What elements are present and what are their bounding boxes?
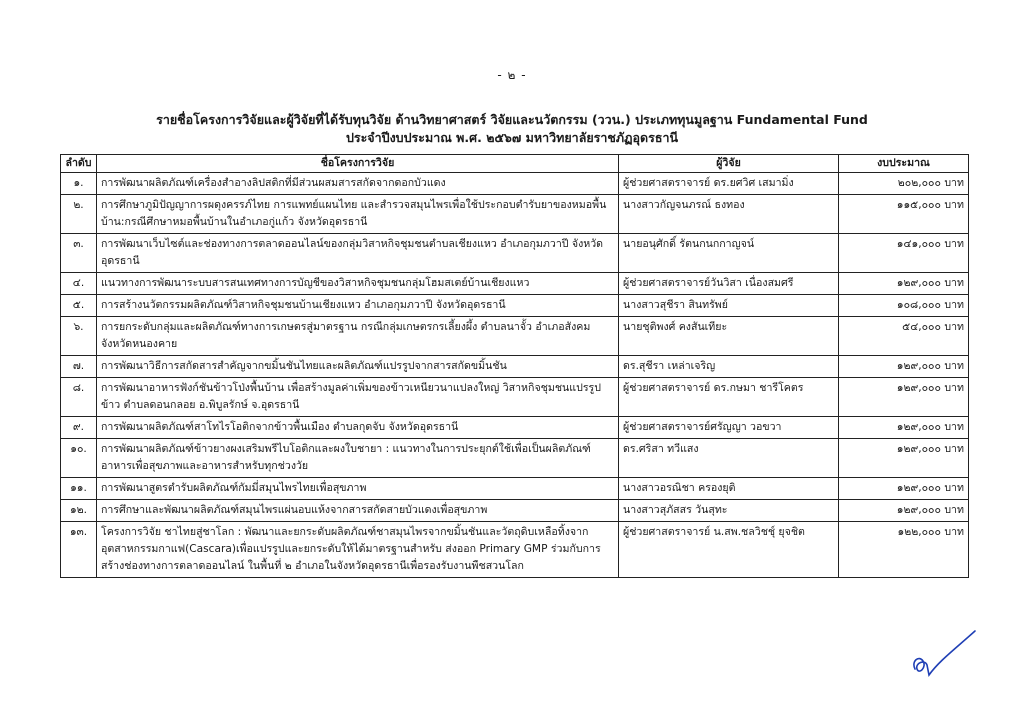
row-number: ๑. bbox=[61, 173, 97, 195]
research-projects-table bbox=[60, 154, 969, 578]
row-number: ๑๐. bbox=[61, 439, 97, 478]
project-name: การพัฒนาวิธีการสกัดสารสำคัญจากขมิ้นชันไทยและผลิตภัณฑ์แปรรูปจากสารสกัดขมิ้นชัน bbox=[97, 356, 619, 378]
header-budget: งบประมาณ bbox=[839, 155, 969, 173]
project-name: การพัฒนาสูตรตำรับผลิตภัณฑ์กัมมี่สมุนไพรไทยเพื่อสุขภาพ bbox=[97, 478, 619, 500]
row-number: ๙. bbox=[61, 417, 97, 439]
row-number: ๑๑. bbox=[61, 478, 97, 500]
table-row bbox=[61, 478, 969, 500]
researcher-name: นางสาวกัญจนภรณ์ ธงทอง bbox=[619, 195, 839, 234]
project-name: โครงการวิจัย ชาไทยสู่ชาโลก : พัฒนาและยกระดับผลิตภัณฑ์ชาสมุนไพรจากขมิ้นชันและวัตถุดิบเหลือทิ้งจากอุตสาหกรรมกาแฟ(Cascara)เพื่อแปรรูปและยกระดับให้ได้มาตรฐานสำหรับ ส่งออก Primary GMP ร่วมกับการสร้างช่องทางการตลาดออนไลน์ ในพื้นที่ ๒ อำเภอในจังหวัดอุดรธานีเพื่อรองรับงานพืชสวนโลก bbox=[97, 522, 619, 578]
budget-amount: ๑๐๘,๐๐๐ บาท bbox=[839, 295, 969, 317]
budget-amount: ๑๒๙,๐๐๐ บาท bbox=[839, 378, 969, 417]
table-row bbox=[61, 417, 969, 439]
title-line-1: รายชื่อโครงการวิจัยและผู้วิจัยที่ได้รับทุนวิจัย ด้านวิทยาศาสตร์ วิจัยและนวัตกรรม (ววน.) ประเภททุนมูลฐาน Fundamental Fund bbox=[156, 112, 868, 127]
row-number: ๘. bbox=[61, 378, 97, 417]
row-number: ๓. bbox=[61, 234, 97, 273]
researcher-name: ดร.ศริสา ทวีแสง bbox=[619, 439, 839, 478]
row-number: ๑๒. bbox=[61, 500, 97, 522]
table-row bbox=[61, 500, 969, 522]
project-name: การศึกษาและพัฒนาผลิตภัณฑ์สมุนไพรแผ่นอบแห้งจากสารสกัดสายบัวแดงเพื่อสุขภาพ bbox=[97, 500, 619, 522]
researcher-name: ดร.สุชีรา เหล่าเจริญ bbox=[619, 356, 839, 378]
budget-amount: ๑๒๙,๐๐๐ บาท bbox=[839, 273, 969, 295]
researcher-name: นางสาวสุภัสสร วันสุทะ bbox=[619, 500, 839, 522]
budget-amount: ๑๒๒,๐๐๐ บาท bbox=[839, 522, 969, 578]
researcher-name: ผู้ช่วยศาสตราจารย์ ดร.ยศวิศ เสมามิ่ง bbox=[619, 173, 839, 195]
row-number: ๗. bbox=[61, 356, 97, 378]
budget-amount: ๑๒๙,๐๐๐ บาท bbox=[839, 439, 969, 478]
researcher-name: นายอนุศักดิ์ รัตนกนกกาญจน์ bbox=[619, 234, 839, 273]
signature bbox=[905, 625, 985, 685]
researcher-name: นางสาวสุชีรา สินทรัพย์ bbox=[619, 295, 839, 317]
researcher-name: นายชุติพงศ์ คงสันเทียะ bbox=[619, 317, 839, 356]
table-header-row bbox=[61, 155, 969, 173]
project-name: การพัฒนาผลิตภัณฑ์เครื่องสำอางลิปสติกที่มีส่วนผสมสารสกัดจากดอกบัวแดง bbox=[97, 173, 619, 195]
project-name: การสร้างนวัตกรรมผลิตภัณฑ์วิสาหกิจชุมชนบ้านเชียงแหว อำเภอกุมภวาปี จังหวัดอุดรธานี bbox=[97, 295, 619, 317]
signature-stroke bbox=[914, 631, 975, 675]
researcher-name: นางสาวอรณิชา ครองยุติ bbox=[619, 478, 839, 500]
project-name: การยกระดับกลุ่มและผลิตภัณฑ์ทางการเกษตรสู่มาตรฐาน กรณีกลุ่มเกษตรกรเลี้ยงผึ้ง ตำบลนาจั้ว อำเภอสังคม จังหวัดหนองคาย bbox=[97, 317, 619, 356]
table-row bbox=[61, 195, 969, 234]
row-number: ๔. bbox=[61, 273, 97, 295]
table-row bbox=[61, 234, 969, 273]
table-row bbox=[61, 439, 969, 478]
budget-amount: ๑๒๙,๐๐๐ บาท bbox=[839, 417, 969, 439]
budget-amount: ๑๒๙,๐๐๐ บาท bbox=[839, 356, 969, 378]
researcher-name: ผู้ช่วยศาสตราจารย์ ดร.กษมา ชารีโคตร bbox=[619, 378, 839, 417]
table-row bbox=[61, 317, 969, 356]
header-researcher: ผู้วิจัย bbox=[619, 155, 839, 173]
researcher-name: ผู้ช่วยศาสตราจารย์ศรัญญา วอขวา bbox=[619, 417, 839, 439]
researcher-name: ผู้ช่วยศาสตราจารย์วันวิสา เนื่องสมศรี bbox=[619, 273, 839, 295]
table-row bbox=[61, 273, 969, 295]
page-number: - ๒ - bbox=[497, 68, 527, 82]
budget-amount: ๑๒๙,๐๐๐ บาท bbox=[839, 478, 969, 500]
table-row bbox=[61, 522, 969, 578]
project-name: การพัฒนาผลิตภัณฑ์สาโทไรโอติกจากข้าวพื้นเมือง ตำบลกุดจับ จังหวัดอุดรธานี bbox=[97, 417, 619, 439]
project-name: การศึกษาภูมิปัญญาการผดุงครรภ์ไทย การแพทย์แผนไทย และสำรวจสมุนไพรเพื่อใช้ประกอบตำรับยาของหมอพื้นบ้าน:กรณีศึกษาหมอพื้นบ้านในอำเภอกู่แก้ว จังหวัดอุดรธานี bbox=[97, 195, 619, 234]
budget-amount: ๒๐๒,๐๐๐ บาท bbox=[839, 173, 969, 195]
row-number: ๑๓. bbox=[61, 522, 97, 578]
row-number: ๒. bbox=[61, 195, 97, 234]
header-no: ลำดับ bbox=[61, 155, 97, 173]
budget-amount: ๑๔๑,๐๐๐ บาท bbox=[839, 234, 969, 273]
document-title bbox=[0, 111, 1024, 147]
table-row bbox=[61, 356, 969, 378]
project-name: การพัฒนาเว็บไซต์และช่องทางการตลาดออนไลน์ของกลุ่มวิสาหกิจชุมชนตำบลเชียงแหว อำเภอกุมภวาปี จังหวัดอุดรธานี bbox=[97, 234, 619, 273]
table-row bbox=[61, 378, 969, 417]
row-number: ๖. bbox=[61, 317, 97, 356]
header-project-name: ชื่อโครงการวิจัย bbox=[97, 155, 619, 173]
row-number: ๕. bbox=[61, 295, 97, 317]
budget-amount: ๑๒๙,๐๐๐ บาท bbox=[839, 500, 969, 522]
title-line-2: ประจำปีงบประมาณ พ.ศ. ๒๕๖๗ มหาวิทยาลัยราชภัฏอุดรธานี bbox=[345, 130, 679, 145]
budget-amount: ๑๑๕,๐๐๐ บาท bbox=[839, 195, 969, 234]
project-name: แนวทางการพัฒนาระบบสารสนเทศทางการบัญชีของวิสาหกิจชุมชนกลุ่มโฮมสเตย์บ้านเชียงแหว bbox=[97, 273, 619, 295]
table-row bbox=[61, 173, 969, 195]
budget-amount: ๕๔,๐๐๐ บาท bbox=[839, 317, 969, 356]
project-name: การพัฒนาอาหารฟังก์ชันข้าวโป่งพื้นบ้าน เพื่อสร้างมูลค่าเพิ่มของข้าวเหนียวนาแปลงใหญ่ วิสาหกิจชุมชนแปรรูปข้าว ตำบลดอนกลอย อ.พิบูลรักษ์ จ.อุดรธานี bbox=[97, 378, 619, 417]
researcher-name: ผู้ช่วยศาสตราจารย์ น.สพ.ชลวิชชุ์ ยุจชิต bbox=[619, 522, 839, 578]
project-name: การพัฒนาผลิตภัณฑ์ข้าวยางผงเสริมพรีไบโอติกและผงใบชายา : แนวทางในการประยุกต์ใช้เพื่อเป็นผลิตภัณฑ์อาหารเพื่อสุขภาพและอาหารสำหรับทุกช่วงวัย bbox=[97, 439, 619, 478]
table-body bbox=[61, 173, 969, 578]
table-row bbox=[61, 295, 969, 317]
